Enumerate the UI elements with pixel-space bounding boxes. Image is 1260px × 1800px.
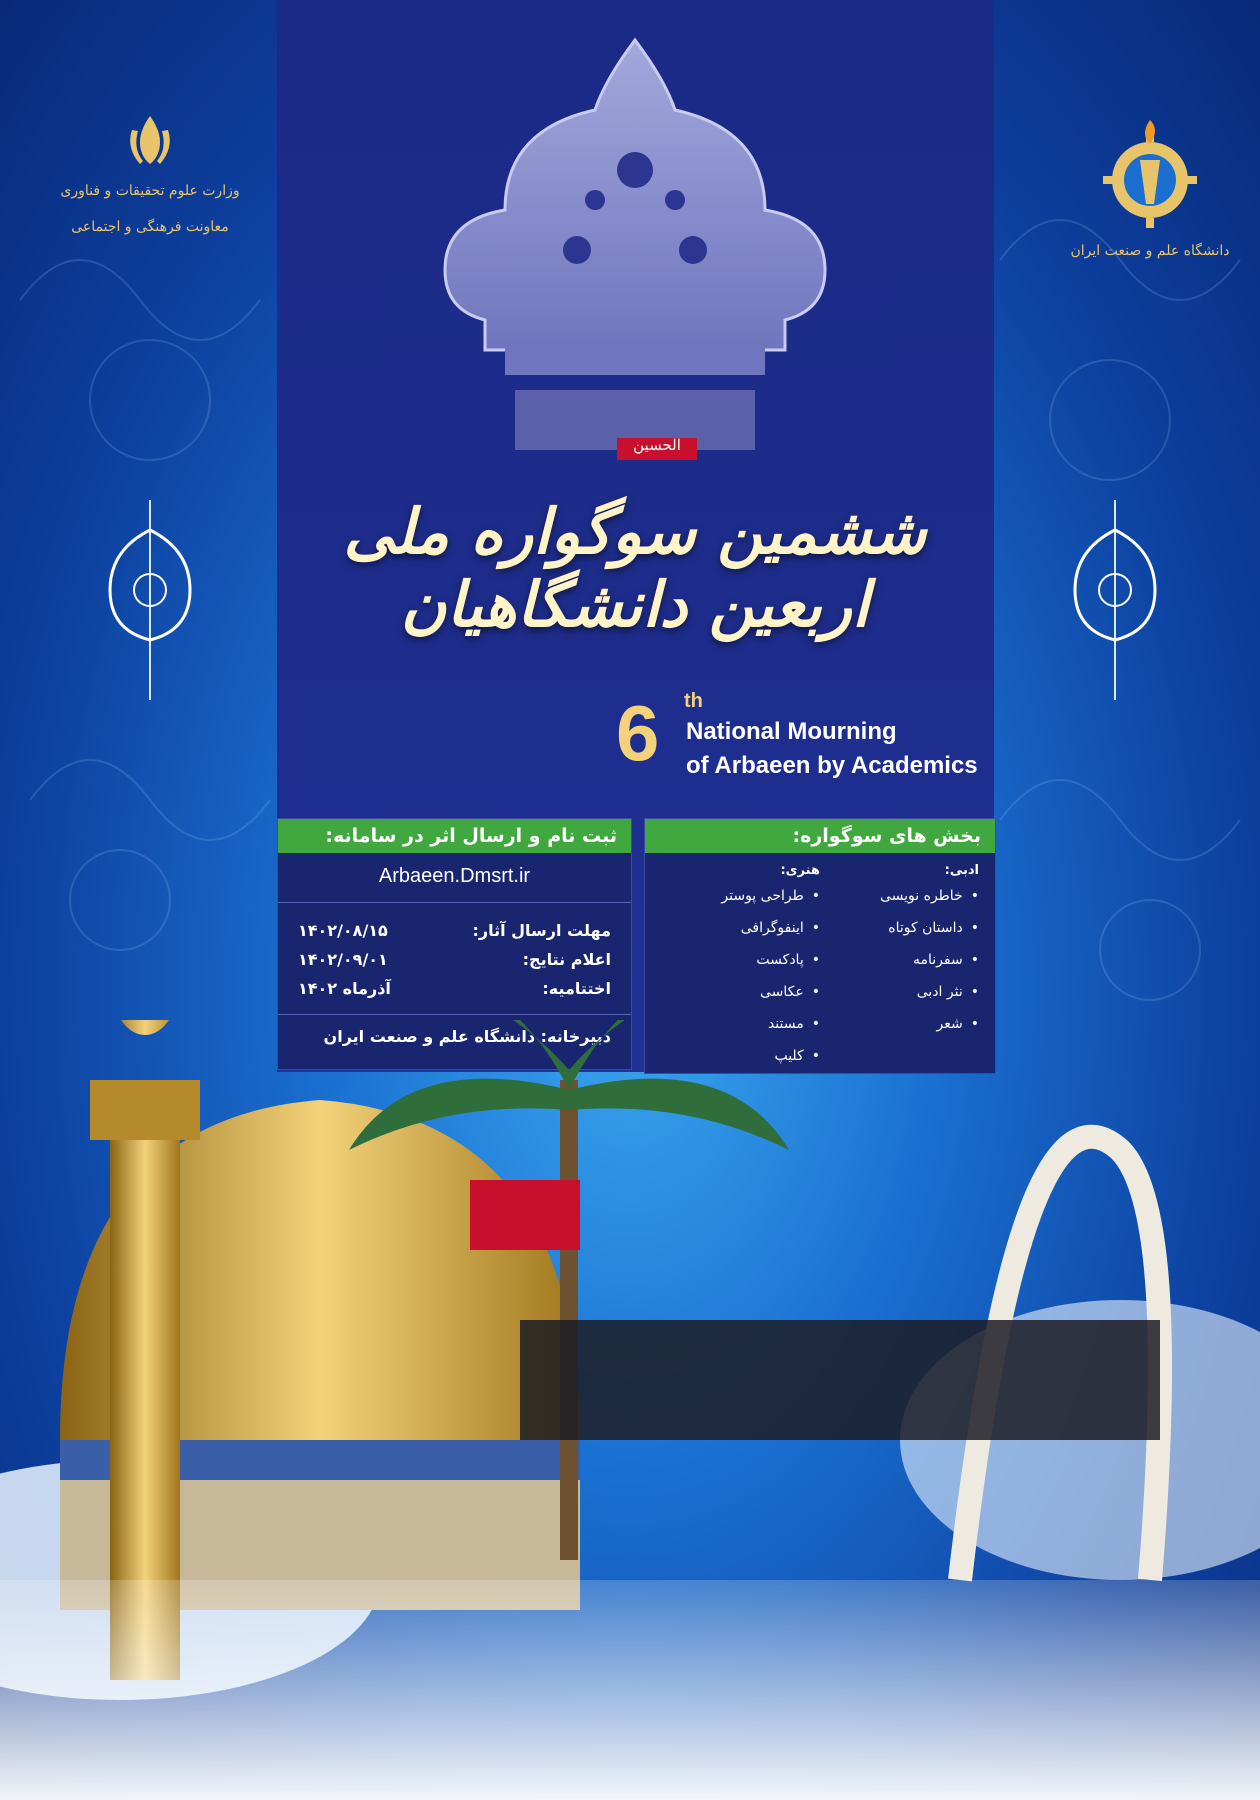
hanging-ornament-right bbox=[1070, 500, 1160, 700]
university-logo bbox=[1060, 110, 1240, 262]
ground-clouds bbox=[0, 1580, 1260, 1800]
list-item: • سفرنامه bbox=[820, 952, 979, 968]
emblem-band bbox=[505, 345, 765, 375]
date-label: مهلت ارسال آثار: bbox=[472, 921, 611, 940]
date-row-results bbox=[298, 950, 611, 969]
date-label: اختتامیه: bbox=[542, 979, 611, 998]
date-value: ۱۴۰۲/۰۹/۰۱ bbox=[298, 950, 388, 969]
hanging-ornament-left bbox=[105, 500, 195, 700]
ministry-line2: معاونت فرهنگی و اجتماعی bbox=[71, 219, 229, 236]
university-name: دانشگاه علم و صنعت ایران bbox=[1070, 243, 1230, 259]
dome-emblem-shape bbox=[445, 40, 825, 350]
minaret-top bbox=[110, 1020, 180, 1035]
dates-list bbox=[278, 903, 631, 1015]
ministry-logo bbox=[40, 110, 260, 239]
title-en-line1: National Mourning bbox=[686, 718, 897, 745]
date-row-closing bbox=[298, 979, 611, 998]
list-item: • کلیپ bbox=[661, 1048, 820, 1064]
date-value: ۱۴۰۲/۰۸/۱۵ bbox=[298, 921, 388, 940]
edition-suffix: th bbox=[684, 690, 703, 712]
minaret-balcony bbox=[90, 1080, 200, 1140]
list-item: • نثر ادبی bbox=[820, 984, 979, 1000]
list-item: • اینفوگرافی bbox=[661, 920, 820, 936]
crowd bbox=[520, 1320, 1160, 1440]
date-label: اعلام نتایج: bbox=[522, 950, 611, 969]
date-row-deadline bbox=[298, 921, 611, 940]
registration-url[interactable]: Arbaeen.Dmsrt.ir bbox=[278, 853, 631, 903]
sections-header: بخش های سوگواره: bbox=[645, 819, 995, 853]
date-value: آذرماه ۱۴۰۲ bbox=[298, 979, 391, 998]
secretariat: دبیرخانه: دانشگاه علم و صنعت ایران bbox=[323, 1027, 611, 1046]
shrine-and-pilgrims-scene bbox=[0, 1020, 1260, 1800]
list-item: • داستان کوتاه bbox=[820, 920, 979, 936]
pilgrim-red-flag bbox=[470, 1180, 580, 1250]
list-item: • طراحی پوستر bbox=[661, 888, 820, 904]
list-item: • خاطره نویسی bbox=[820, 888, 979, 904]
emblem-calligraphy: الحسین bbox=[633, 436, 681, 454]
ministry-line1: وزارت علوم تحقیقات و فناوری bbox=[60, 183, 240, 199]
list-item: • شعر bbox=[820, 1016, 979, 1032]
list-item: • مستند bbox=[661, 1016, 820, 1032]
shrine-emblem bbox=[277, 0, 994, 480]
title-en-line2: of Arbaeen by Academics bbox=[686, 752, 978, 779]
iran-emblem-icon bbox=[120, 110, 180, 170]
literary-title: ادبی: bbox=[944, 863, 979, 878]
festival-title-fa: ششمین سوگواره ملی اربعین دانشگاهیان bbox=[343, 495, 927, 641]
artistic-title: هنری: bbox=[780, 863, 820, 878]
gear-torch-icon bbox=[1095, 110, 1205, 230]
edition-number: 6 bbox=[616, 689, 660, 777]
list-item: • پادکست bbox=[661, 952, 820, 968]
registration-header: ثبت نام و ارسال اثر در سامانه: bbox=[278, 819, 631, 853]
list-item: • عکاسی bbox=[661, 984, 820, 1000]
